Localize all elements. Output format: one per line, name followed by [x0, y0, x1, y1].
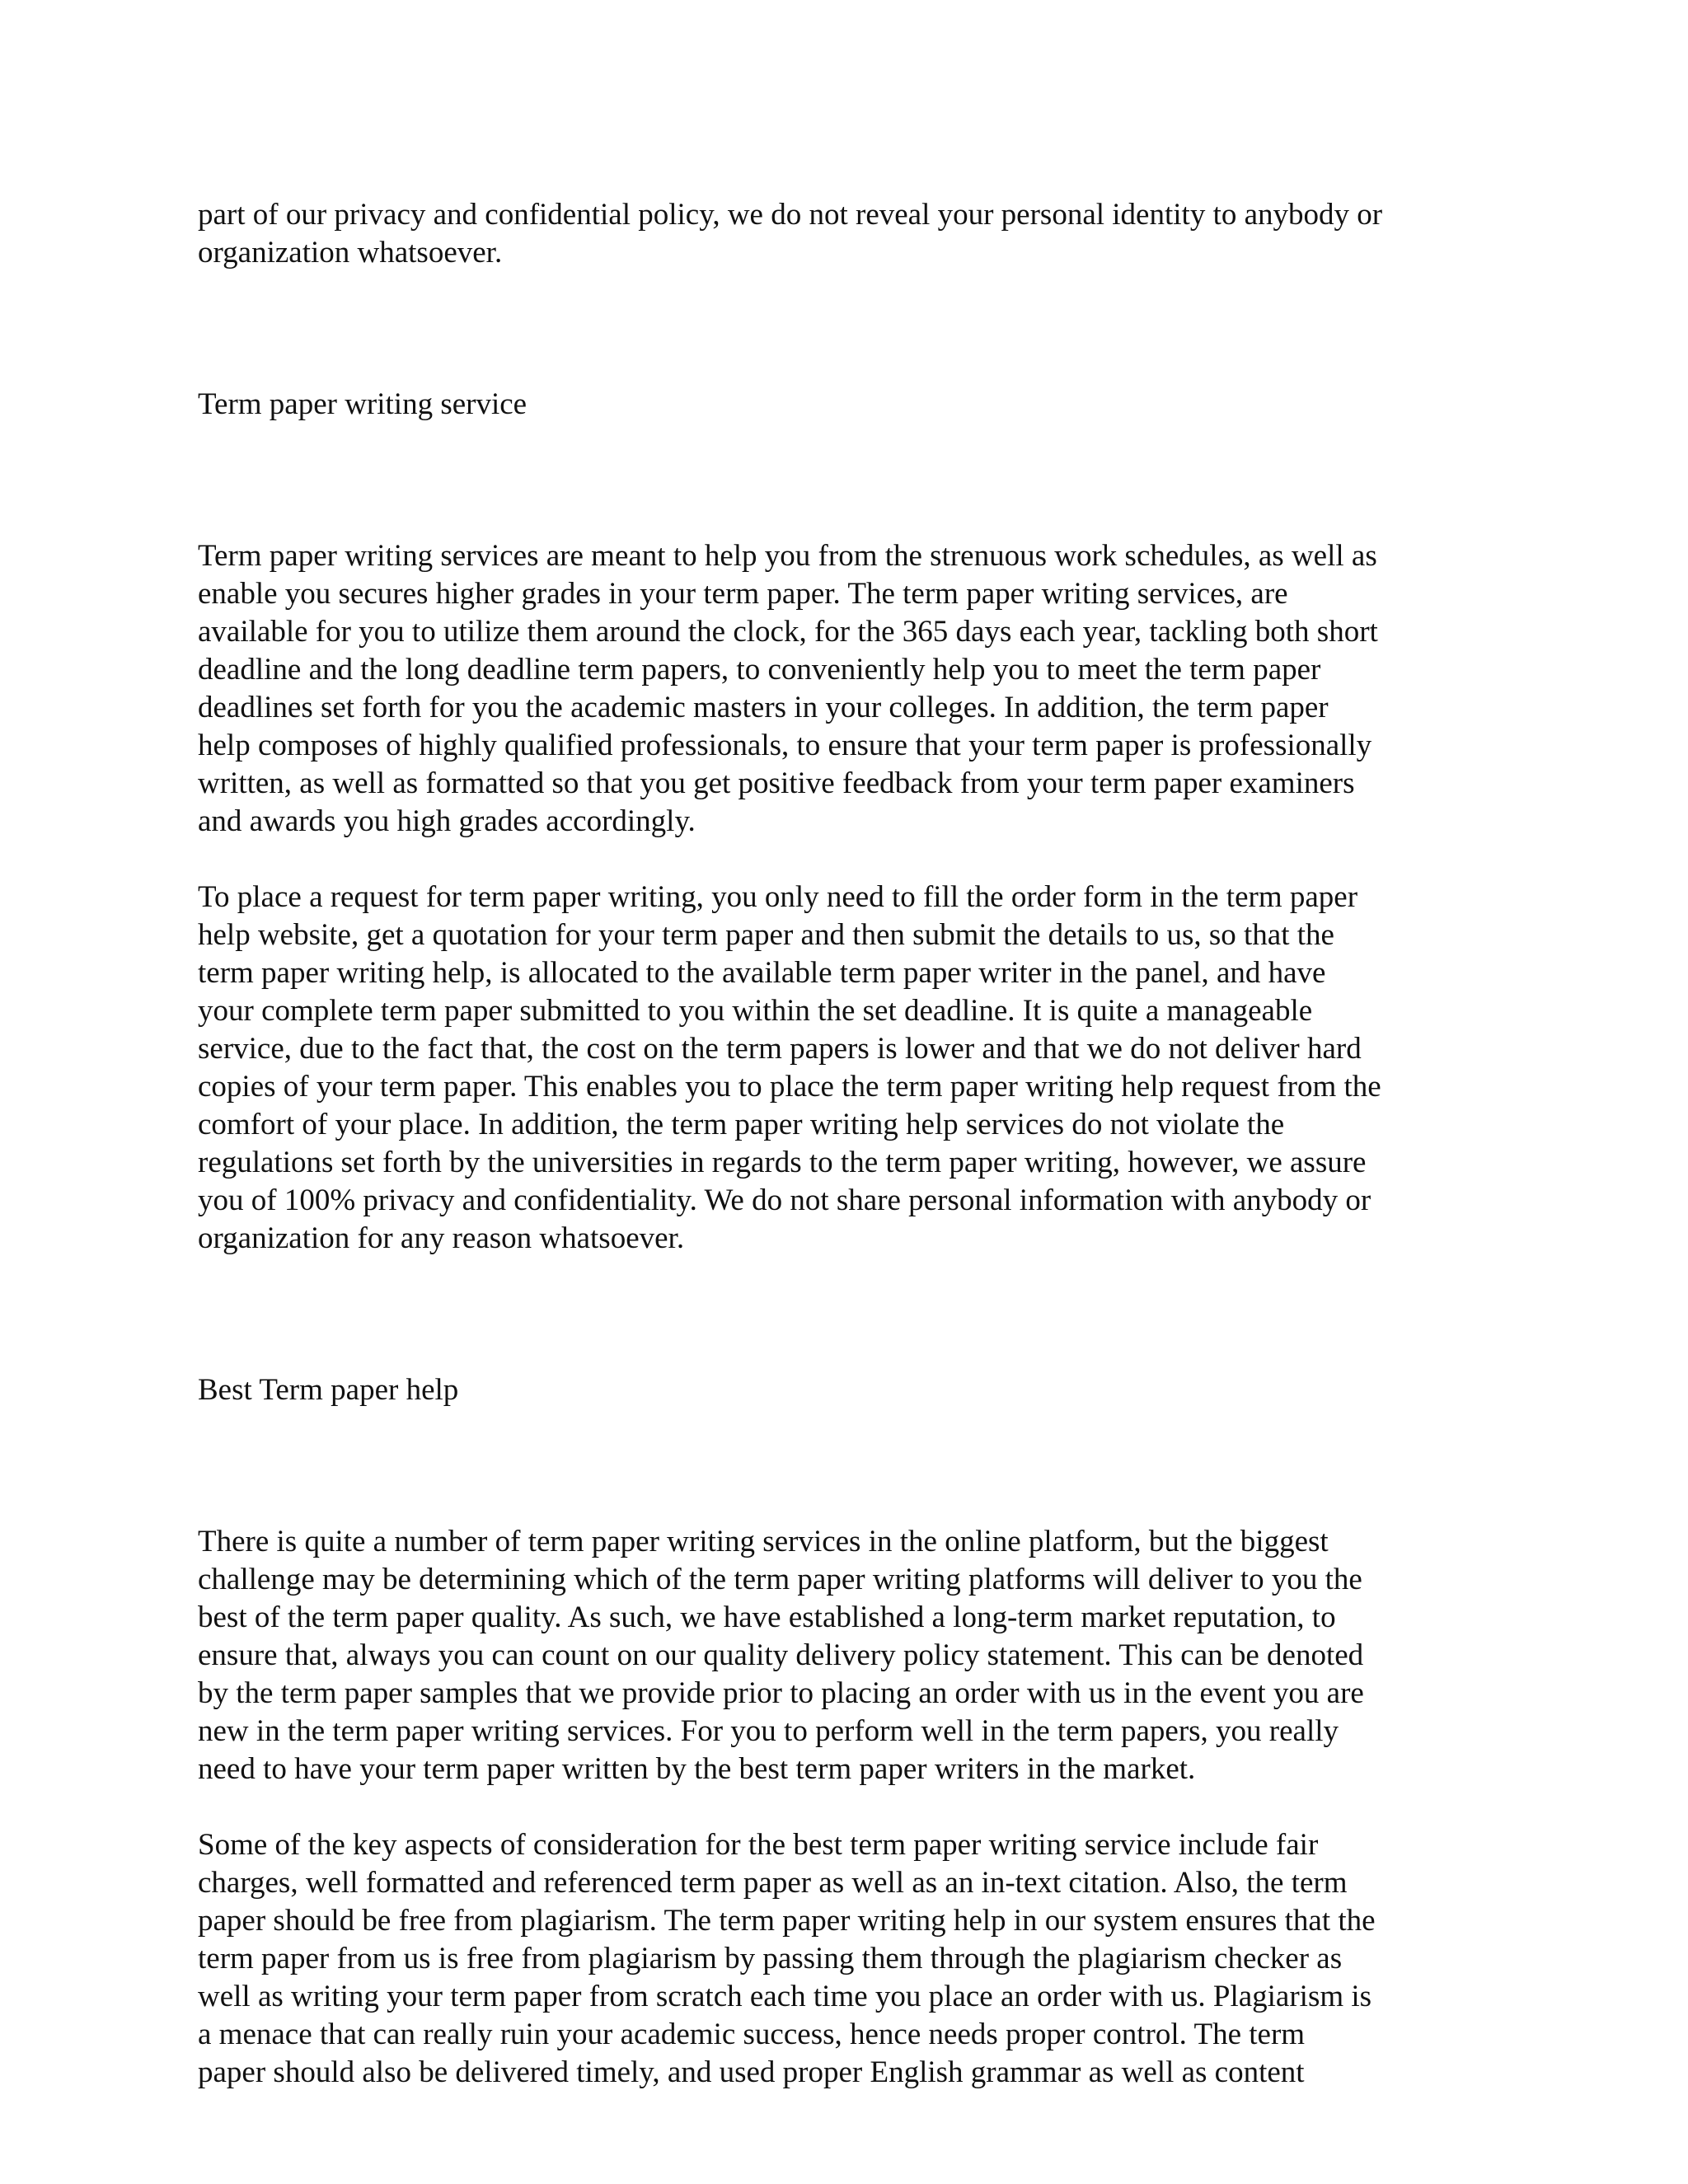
- text-line: a menace that can really ruin your academic success, hence needs proper control. The term: [198, 2018, 1306, 2051]
- paragraph-key-aspects: [198, 1826, 1484, 2092]
- heading-text: Best Term paper help: [198, 1373, 459, 1407]
- text-line: Term paper writing services are meant to help you from the strenuous work schedules, as well as: [198, 539, 1377, 573]
- text-line: new in the term paper writing services. For you to perform well in the term papers, you really: [198, 1714, 1339, 1748]
- text-line: organization whatsoever.: [198, 236, 503, 269]
- text-line: need to have your term paper written by the best term paper writers in the market.: [198, 1752, 1196, 1786]
- intro-paragraph: [198, 196, 1484, 272]
- text-line: ensure that, always you can count on our quality delivery policy statement. This can be denoted: [198, 1638, 1364, 1672]
- text-line: deadlines set forth for you the academic masters in your colleges. In addition, the term paper: [198, 691, 1329, 724]
- text-line: by the term paper samples that we provide prior to placing an order with us in the event you are: [198, 1676, 1364, 1710]
- text-line: paper should be free from plagiarism. The term paper writing help in our system ensures that the: [198, 1904, 1376, 1938]
- heading-text: Term paper writing service: [198, 387, 528, 421]
- text-line: To place a request for term paper writing, you only need to fill the order form in the term paper: [198, 880, 1358, 914]
- section-heading-best-term-paper-help: [198, 1371, 1484, 1409]
- text-line: best of the term paper quality. As such, we have established a long-term market reputation, to: [198, 1601, 1336, 1634]
- text-line: deadline and the long deadline term papers, to conveniently help you to meet the term paper: [198, 653, 1321, 687]
- text-line: regulations set forth by the universities in regards to the term paper writing, however, we assure: [198, 1146, 1367, 1179]
- text-line: part of our privacy and confidential policy, we do not reveal your personal identity to anybody or: [198, 198, 1383, 232]
- text-line: term paper writing help, is allocated to the available term paper writer in the panel, and have: [198, 956, 1326, 990]
- text-line: Some of the key aspects of consideration for the best term paper writing service include fair: [198, 1828, 1319, 1862]
- text-line: and awards you high grades accordingly.: [198, 804, 696, 838]
- text-line: term paper from us is free from plagiarism by passing them through the plagiarism checker as: [198, 1942, 1343, 1975]
- document-body: [198, 196, 1484, 2092]
- text-line: organization for any reason whatsoever.: [198, 1221, 685, 1255]
- text-line: help composes of highly qualified professionals, to ensure that your term paper is professionally: [198, 729, 1372, 762]
- text-line: your complete term paper submitted to you within the set deadline. It is quite a manageable: [198, 994, 1313, 1028]
- text-line: well as writing your term paper from scratch each time you place an order with us. Plagiarism is: [198, 1980, 1372, 2013]
- paragraph-quality: [198, 1523, 1484, 1788]
- paragraph-place-request: [198, 879, 1484, 1258]
- text-line: you of 100% privacy and confidentiality. We do not share personal information with anybody or: [198, 1183, 1372, 1217]
- text-line: written, as well as formatted so that you get positive feedback from your term paper examiners: [198, 766, 1355, 800]
- text-line: available for you to utilize them around the clock, for the 365 days each year, tackling both short: [198, 615, 1378, 649]
- text-line: comfort of your place. In addition, the term paper writing help services do not violate the: [198, 1108, 1285, 1141]
- text-line: paper should also be delivered timely, and used proper English grammar as well as content: [198, 2055, 1305, 2089]
- text-line: charges, well formatted and referenced term paper as well as an in-text citation. Also, the term: [198, 1866, 1348, 1900]
- text-line: help website, get a quotation for your term paper and then submit the details to us, so that the: [198, 918, 1334, 952]
- text-line: enable you secures higher grades in your term paper. The term paper writing services, are: [198, 577, 1288, 611]
- text-line: challenge may be determining which of the term paper writing platforms will deliver to you the: [198, 1563, 1362, 1596]
- paragraph-services-overview: [198, 537, 1484, 841]
- text-line: copies of your term paper. This enables you to place the term paper writing help request from the: [198, 1070, 1381, 1104]
- section-heading-term-paper-writing-service: [198, 386, 1484, 424]
- text-line: service, due to the fact that, the cost on the term papers is lower and that we do not deliver hard: [198, 1032, 1362, 1066]
- text-line: There is quite a number of term paper writing services in the online platform, but the biggest: [198, 1525, 1329, 1558]
